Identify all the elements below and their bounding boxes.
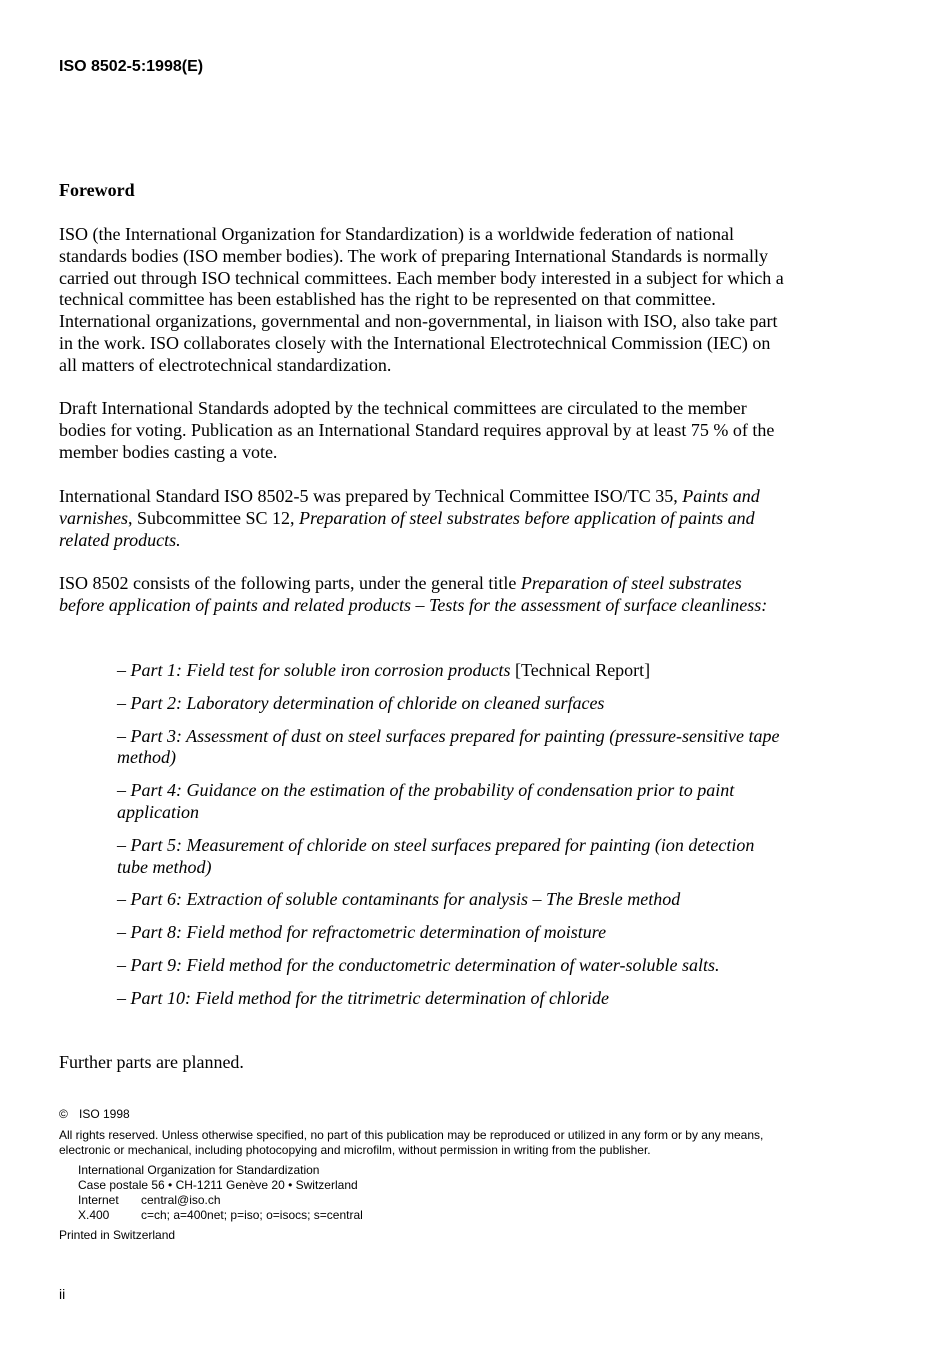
printed-in: Printed in Switzerland xyxy=(59,1228,176,1242)
part-dash: – xyxy=(117,954,131,975)
list-item xyxy=(117,955,789,977)
part-title: Part 8: Field method for refractometric determination of moisture xyxy=(130,922,607,943)
postal-address: Case postale 56 • CH-1211 Genève 20 • Switzerland xyxy=(78,1178,358,1192)
part-title: Part 6: Extraction of soluble contaminants for analysis – The Bresle method xyxy=(130,889,681,910)
part-title: Part 5: Measurement of chloride on steel surfaces prepared for painting (ion detection tube method) xyxy=(117,834,755,877)
org-name: International Organization for Standardization xyxy=(78,1163,320,1177)
subcommittee-text: , Subcommittee SC 12, xyxy=(128,507,299,528)
part-dash: – xyxy=(117,834,131,855)
paragraph-draft-standards: Draft International Standards adopted by the technical committees are circulated to the member bodies for voting. Publication as an International Standard requires approval by at least 75 % of the member bodies casting a vote. xyxy=(59,398,775,462)
list-item xyxy=(117,780,789,824)
part-note: [Technical Report] xyxy=(510,660,651,680)
list-item xyxy=(117,660,789,682)
x400-line xyxy=(78,1208,363,1223)
part-title: Part 10: Field method for the titrimetric determination of chloride xyxy=(130,987,609,1008)
part-title: Part 4: Guidance on the estimation of the probability of condensation prior to paint application xyxy=(117,780,735,822)
further-parts-note: Further parts are planned. xyxy=(59,1052,244,1072)
copyright-line xyxy=(59,1107,130,1122)
part-title: Part 9: Field method for the conductometric determination of water-soluble salts. xyxy=(130,954,720,975)
prepared-by-text: International Standard ISO 8502-5 was prepared by Technical Committee ISO/TC 35, xyxy=(59,486,683,506)
part-dash: – xyxy=(117,780,131,801)
internet-label: Internet xyxy=(78,1193,119,1207)
part-dash: – xyxy=(117,725,131,746)
list-item xyxy=(117,988,789,1010)
x400-label: X.400 xyxy=(78,1208,110,1222)
committee-title: Paints and varnishes xyxy=(59,486,760,528)
list-item xyxy=(117,726,789,770)
paragraph-iso-intro: ISO (the International Organization for Standardization) is a worldwide federation of national standards bodies (ISO member bodies). The work of preparing International Standards is normally carried out through ISO technical committees. Each member body interested in a subject for which a technical committee has been established has the right to be represented on that committee. International organizations, governmental and non-governmental, in liaison with ISO, also take part in the work. ISO collaborates closely with the International Electrotechnical Commission (IEC) on all matters of electrotechnical standardization. xyxy=(59,224,784,375)
list-item xyxy=(117,922,789,944)
part-dash: – xyxy=(117,922,131,943)
page-number: ii xyxy=(59,1286,66,1302)
general-title: Preparation of steel substrates before application of paints and related products – Tests for the assessment of surface cleanliness: xyxy=(59,573,768,615)
parts-list xyxy=(117,660,789,1021)
parts-intro-text: ISO 8502 consists of the following parts, under the general title xyxy=(59,573,521,593)
part-dash: – xyxy=(117,889,131,910)
publisher-address xyxy=(78,1163,363,1223)
copyright-icon: © xyxy=(59,1107,68,1121)
list-item xyxy=(117,835,789,879)
foreword-title: Foreword xyxy=(59,180,135,200)
part-dash: – xyxy=(117,987,131,1008)
part-title: Part 1: Field test for soluble iron corrosion products xyxy=(130,660,511,680)
part-title: Part 2: Laboratory determination of chloride on cleaned surfaces xyxy=(130,692,605,713)
part-title: Part 3: Assessment of dust on steel surfaces prepared for painting (pressure-sensitive tape method) xyxy=(117,725,780,768)
internet-value: central@iso.ch xyxy=(141,1193,221,1207)
paragraph-prepared-by xyxy=(59,486,789,551)
paragraph-parts-intro xyxy=(59,573,789,617)
document-id: ISO 8502-5:1998(E) xyxy=(59,58,204,75)
internet-line xyxy=(78,1193,363,1208)
rights-notice: All rights reserved. Unless otherwise specified, no part of this publication may be reproduced or utilized in any form or by any means, electronic or mechanical, including photocopying and microfilm, without permission in writing from the publisher. xyxy=(59,1128,764,1157)
list-item xyxy=(117,889,789,911)
x400-value: c=ch; a=400net; p=iso; o=isocs; s=central xyxy=(141,1208,363,1222)
part-dash: – xyxy=(117,660,131,680)
copyright-text: ISO 1998 xyxy=(79,1107,130,1121)
list-item xyxy=(117,693,789,715)
part-dash: – xyxy=(117,692,131,713)
subcommittee-title: Preparation of steel substrates before application of paints and related products. xyxy=(59,507,755,550)
